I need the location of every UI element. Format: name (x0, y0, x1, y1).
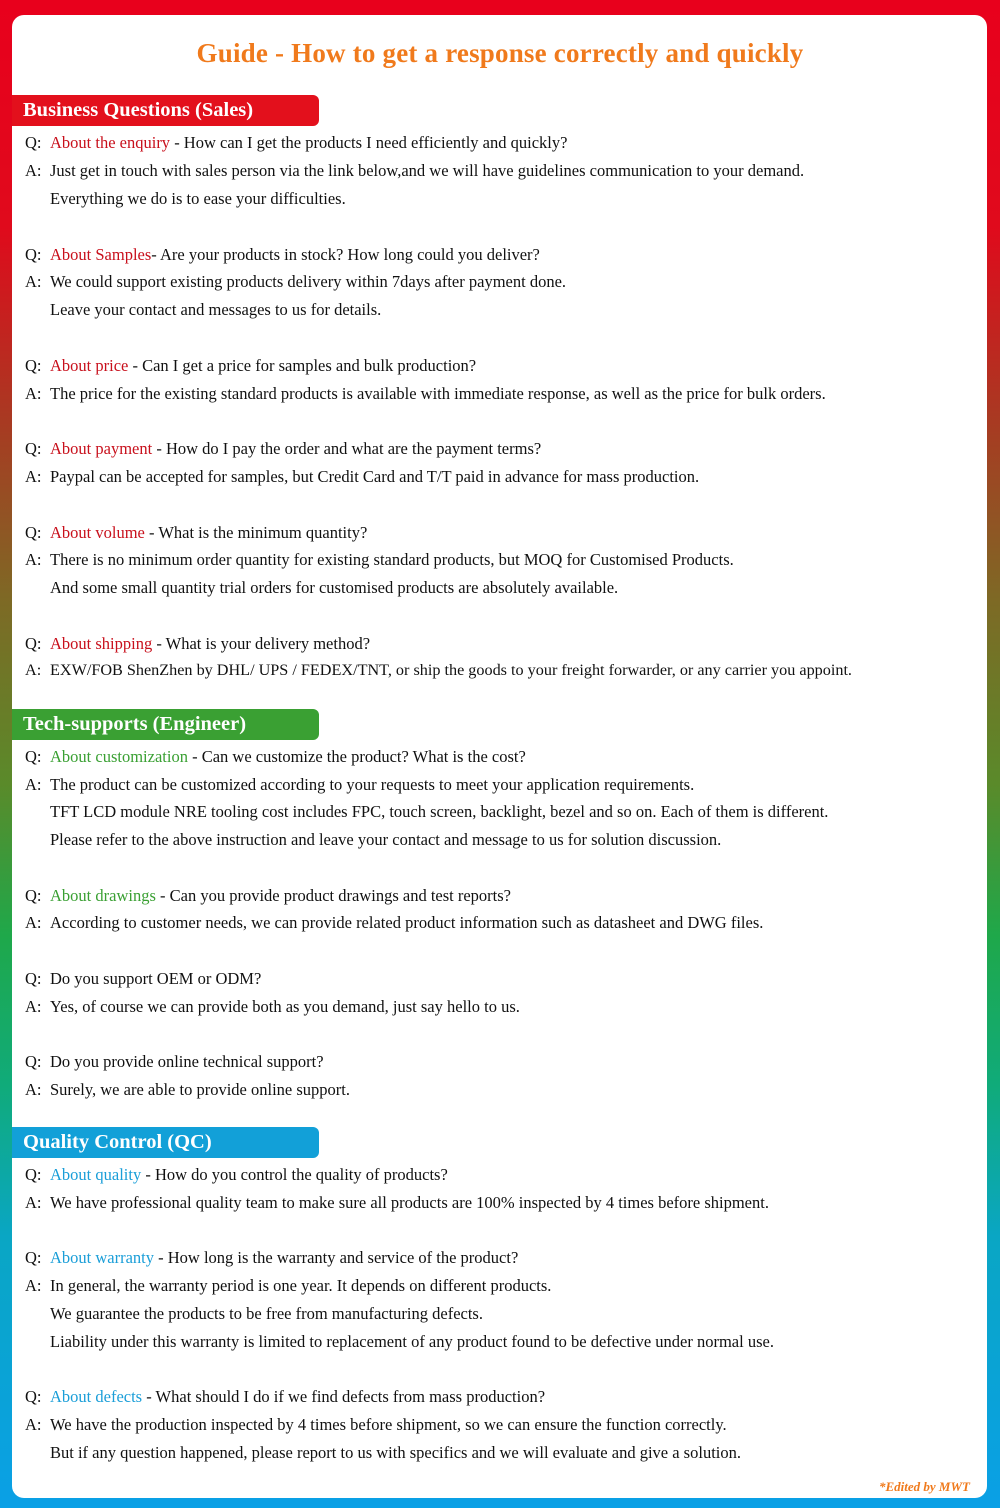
question-topic: About shipping (50, 634, 153, 653)
question-line: Q: About payment - How do I pay the order and what are the payment terms? (25, 439, 542, 458)
question-topic: About customization (50, 747, 188, 766)
question-line: Q: Do you provide online technical support? (25, 1052, 324, 1071)
answer-line: A: Paypal can be accepted for samples, but Credit Card and T/T paid in advance for mass production. (25, 467, 700, 486)
question-line: Q: About Samples- Are your products in stock? How long could you deliver? (25, 245, 540, 264)
question-topic: About price (50, 356, 129, 375)
question-line: Q: About quality - How do you control the quality of products? (25, 1165, 448, 1184)
answer-line: But if any question happened, please report to us with specifics and we will evaluate and give a solution. (50, 1443, 741, 1462)
answer-line: A: We have professional quality team to make sure all products are 100% inspected by 4 times before shipment. (25, 1193, 769, 1212)
question-topic: About quality (50, 1165, 142, 1184)
answer-line: We guarantee the products to be free from manufacturing defects. (50, 1304, 483, 1323)
question-line: Q: About drawings - Can you provide product drawings and test reports? (25, 886, 511, 905)
question-line: Q: About shipping - What is your delivery method? (25, 634, 371, 653)
answer-line: A: Surely, we are able to provide online support. (25, 1080, 350, 1099)
question-line: Q: Do you support OEM or ODM? (25, 969, 262, 988)
answer-line: A: Yes, of course we can provide both as you demand, just say hello to us. (25, 997, 520, 1016)
section-heading-tech: Tech-supports (Engineer) (12, 709, 319, 740)
question-line: Q: About the enquiry - How can I get the products I need efficiently and quickly? (25, 133, 568, 152)
question-line: Q: About volume - What is the minimum quantity? (25, 523, 368, 542)
question-topic: About volume (50, 523, 145, 542)
section-heading-qc: Quality Control (QC) (12, 1127, 319, 1158)
answer-line: TFT LCD module NRE tooling cost includes FPC, touch screen, backlight, bezel and so on. Each of them is different. (50, 802, 829, 821)
question-topic: About drawings (50, 886, 156, 905)
answer-line: And some small quantity trial orders for customised products are absolutely available. (50, 578, 619, 597)
answer-line: A: The price for the existing standard products is available with immediate response, as well as the price for bulk orders. (25, 384, 826, 403)
answer-line: Please refer to the above instruction and leave your contact and message to us for solution discussion. (50, 830, 722, 849)
question-topic: About the enquiry (50, 133, 171, 152)
answer-line: A: The product can be customized according to your requests to meet your application requirements. (25, 775, 695, 794)
question-topic: About defects (50, 1387, 143, 1406)
answer-line: Liability under this warranty is limited to replacement of any product found to be defective under normal use. (50, 1332, 774, 1351)
question-topic: About payment (50, 439, 153, 458)
answer-line: A: Just get in touch with sales person via the link below,and we will have guidelines communication to your demand. (25, 161, 805, 180)
question-topic: About Samples (50, 245, 152, 264)
question-line: Q: About customization - Can we customize the product? What is the cost? (25, 747, 526, 766)
question-line: Q: About warranty - How long is the warranty and service of the product? (25, 1248, 519, 1267)
answer-line: Everything we do is to ease your difficulties. (50, 189, 346, 208)
answer-line: A: EXW/FOB ShenZhen by DHL/ UPS / FEDEX/TNT, or ship the goods to your freight forwarder, or any carrier you appoint. (25, 661, 852, 679)
answer-line: A: There is no minimum order quantity for existing standard products, but MOQ for Customised Products. (25, 550, 734, 569)
question-topic: About warranty (50, 1248, 155, 1267)
answer-line: A: We have the production inspected by 4 times before shipment, so we can ensure the function correctly. (25, 1415, 727, 1434)
answer-line: A: We could support existing products delivery within 7days after payment done. (25, 272, 567, 291)
answer-line: A: According to customer needs, we can provide related product information such as datasheet and DWG files. (25, 913, 764, 932)
page-title: Guide - How to get a response correctly and quickly (196, 38, 804, 68)
edited-by-note: *Edited by MWT (879, 1479, 970, 1494)
question-line: Q: About defects - What should I do if we find defects from mass production? (25, 1387, 546, 1406)
section-heading-sales: Business Questions (Sales) (12, 95, 319, 126)
question-line: Q: About price - Can I get a price for samples and bulk production? (25, 356, 477, 375)
answer-line: Leave your contact and messages to us for details. (50, 300, 382, 319)
answer-line: A: In general, the warranty period is one year. It depends on different products. (25, 1276, 552, 1295)
